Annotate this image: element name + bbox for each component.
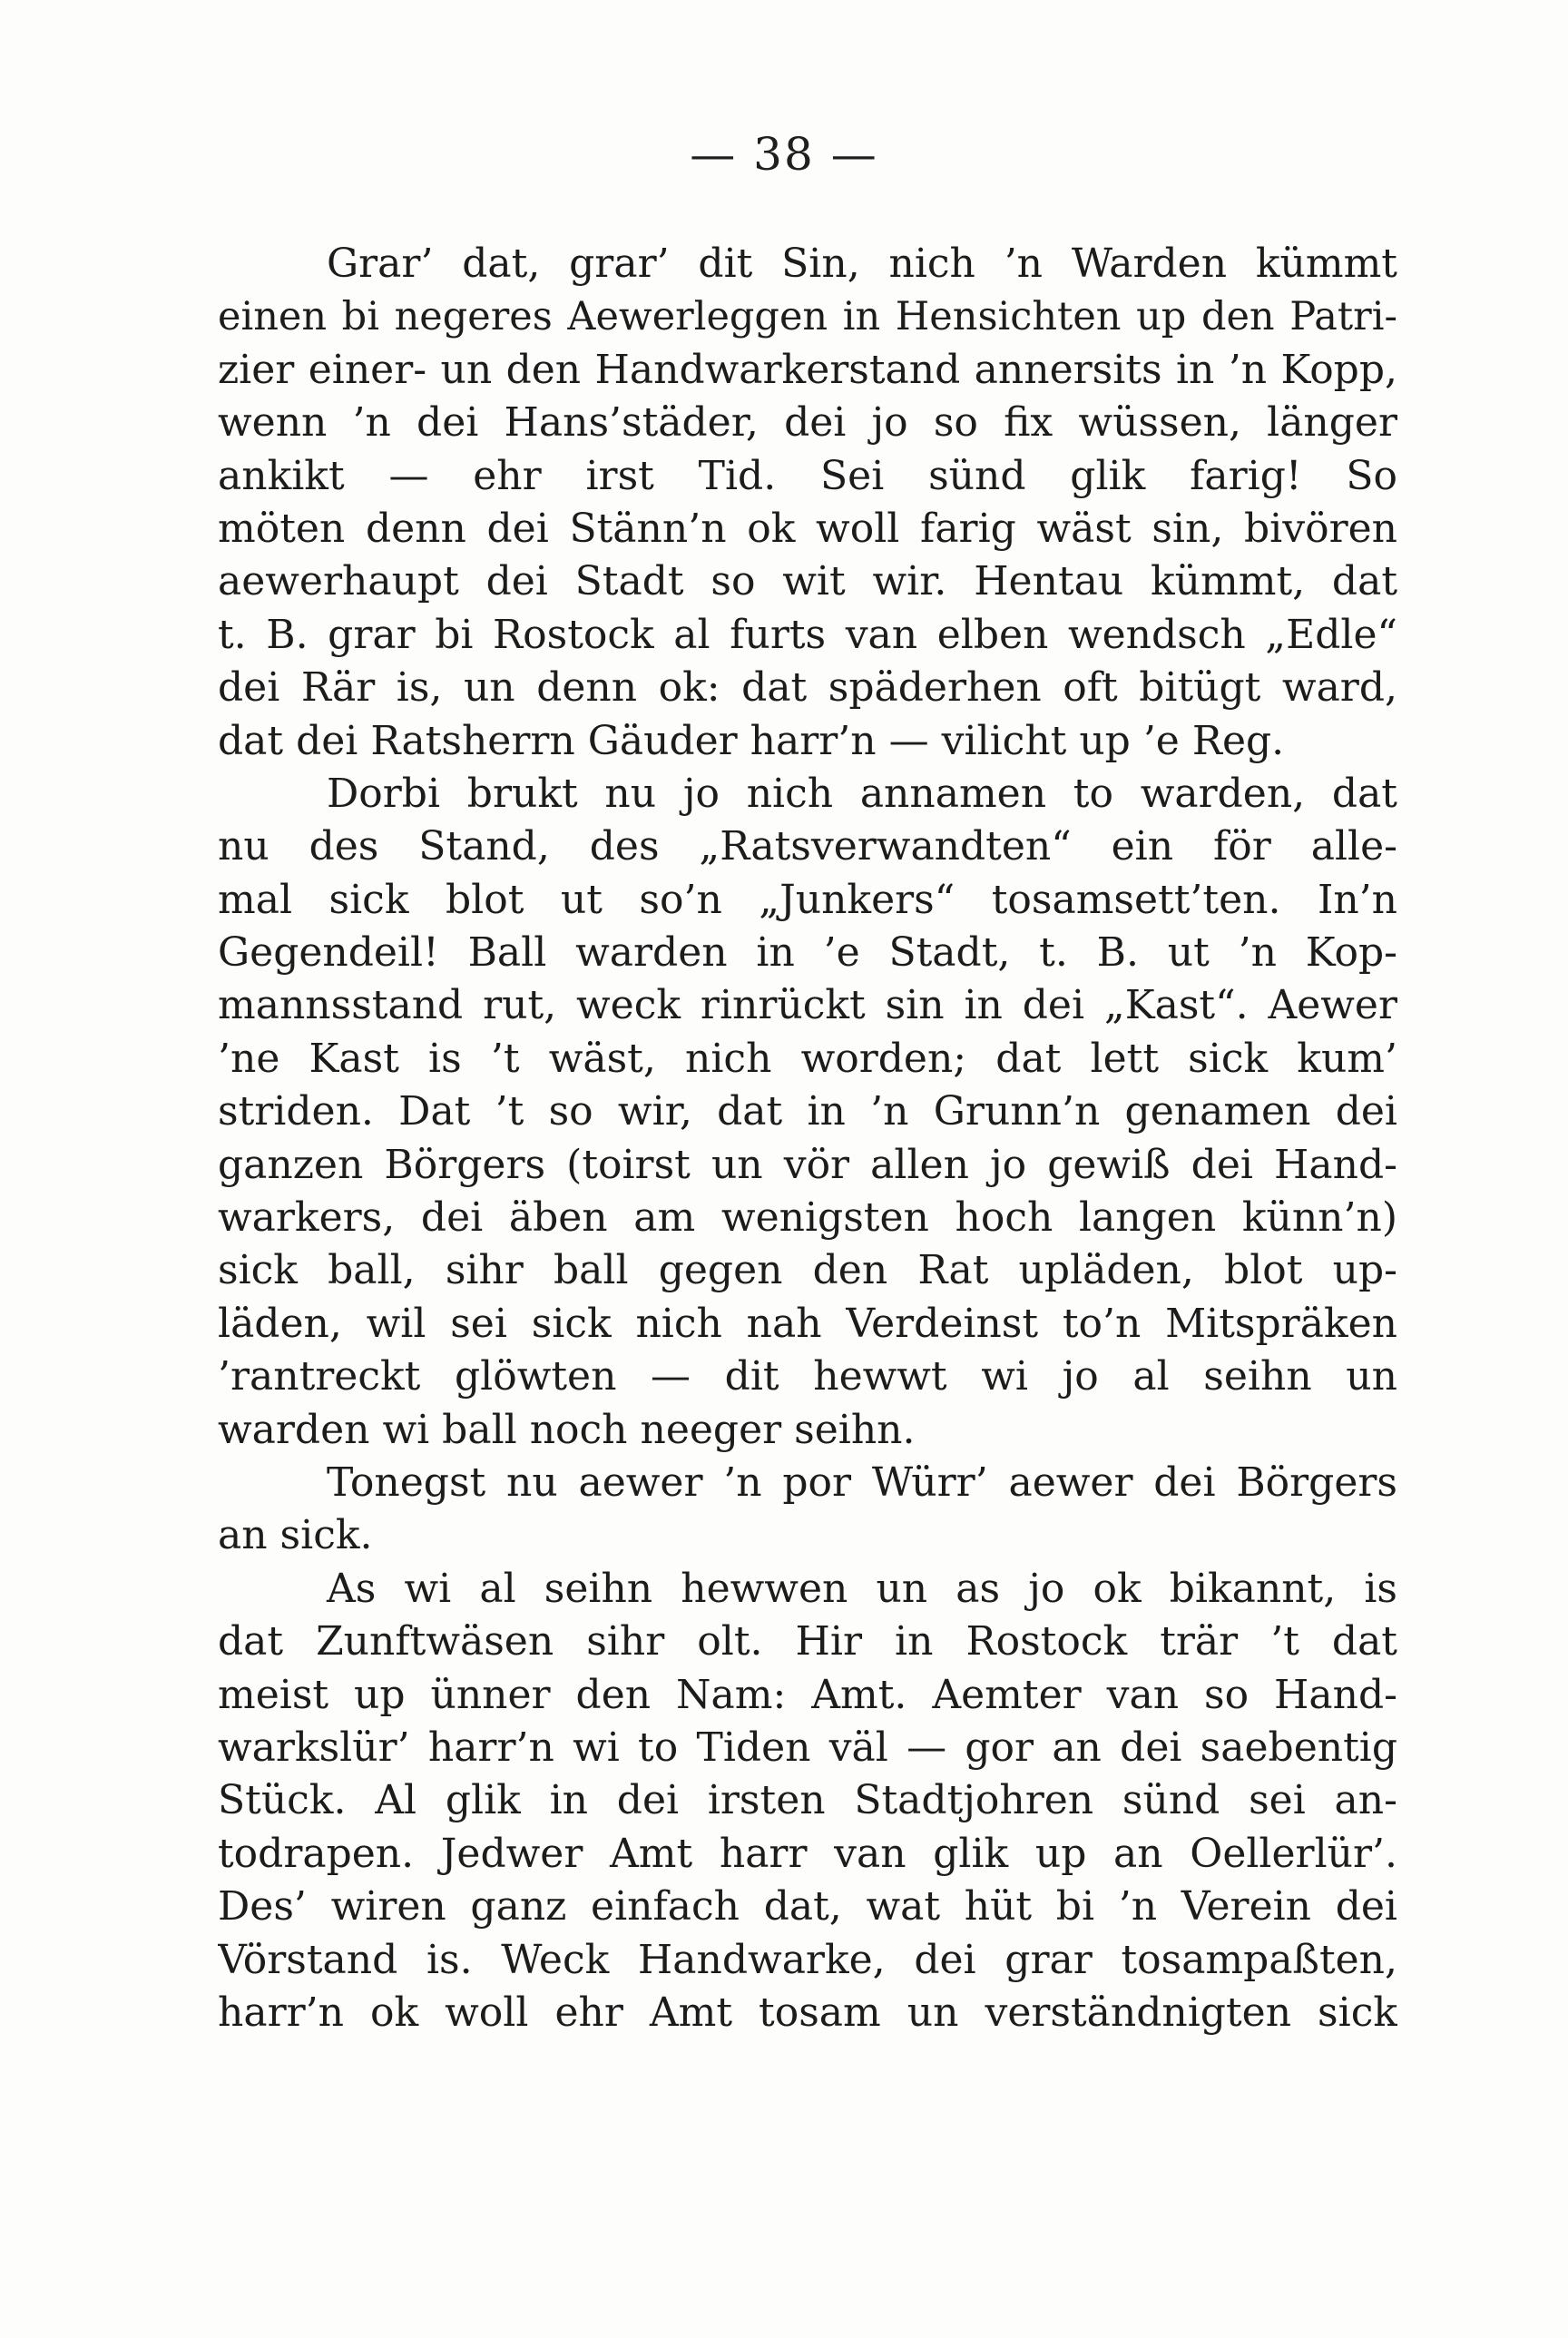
text-line: an sick. xyxy=(218,1512,373,1559)
text-line: dat dei Ratsherrn Gäuder harr’n — vilicht up ’e Reg. xyxy=(218,717,1285,764)
text-line: sick ball, sihr ball gegen den Rat upläden, blot up- xyxy=(218,1247,1397,1294)
text-line: As wi al seihn hewwen un as jo ok bikannt, is xyxy=(327,1565,1397,1612)
text-line: Grar’ dat, grar’ dit Sin, nich ’n Warden kümmt xyxy=(327,241,1397,287)
text-line: ganzen Börgers (toirst un vör allen jo gewiß dei Hand- xyxy=(218,1141,1397,1188)
text-line: warkers, dei äben am wenigsten hoch langen künn’n) xyxy=(218,1194,1397,1242)
text-line: einen bi negeres Aewerleggen in Hensichten up den Patri- xyxy=(218,294,1397,340)
text-line: wenn ’n dei Hans’städer, dei jo so fix wüssen, länger xyxy=(218,399,1397,447)
text-line: harr’n ok woll ehr Amt tosam un verständnigten sick xyxy=(218,1989,1397,2036)
text-line: striden. Dat ’t so wir, dat in ’n Grunn’n genamen dei xyxy=(218,1088,1397,1135)
text-line: warden wi ball noch neeger seihn. xyxy=(218,1406,916,1453)
text-line: Dorbi brukt nu jo nich annamen to warden, dat xyxy=(327,770,1397,817)
text-line: warkslür’ harr’n wi to Tiden väl — gor an dei saebentig xyxy=(218,1724,1397,1771)
text-line: Vörstand is. Weck Handwarke, dei grar tosampaßten, xyxy=(218,1936,1397,1983)
text-line: mal sick blot ut so’n „Junkers“ tosamsett’ten. In’n xyxy=(218,876,1397,923)
text-line: läden, wil sei sick nich nah Verdeinst to’n Mitspräken xyxy=(218,1300,1397,1347)
text-line: t. B. grar bi Rostock al furts van elben wendsch „Edle“ xyxy=(218,611,1397,658)
text-line: Des’ wiren ganz einfach dat, wat hüt bi ’n Verein dei xyxy=(218,1883,1397,1930)
text-line: mannsstand rut, weck rinrückt sin in dei „Kast“. Aewer xyxy=(218,982,1397,1029)
text-line: Stück. Al glik in dei irsten Stadtjohren sünd sei an- xyxy=(218,1777,1397,1824)
text-line: ’rantreckt glöwten — dit hewwt wi jo al seihn un xyxy=(218,1353,1397,1400)
body-text xyxy=(218,238,1397,2039)
text-line: meist up ünner den Nam: Amt. Aemter van so Hand- xyxy=(218,1671,1397,1718)
text-line: Tonegst nu aewer ’n por Würr’ aewer dei Börgers xyxy=(327,1459,1397,1506)
text-line: ankikt — ehr irst Tid. Sei sünd glik farig! So xyxy=(218,452,1397,499)
text-line: todrapen. Jedwer Amt harr van glik up an Oellerlür’. xyxy=(218,1830,1397,1877)
text-line: zier einer- un den Handwarkerstand annersits in ’n Kopp, xyxy=(218,346,1397,393)
text-line: nu des Stand, des „Ratsverwandten“ ein för alle- xyxy=(218,823,1397,870)
text-line: dei Rär is, un denn ok: dat späderhen oft bitügt ward, xyxy=(218,664,1397,712)
page-number: — 38 — xyxy=(690,128,878,181)
text-line: ’ne Kast is ’t wäst, nich worden; dat lett sick kum’ xyxy=(218,1035,1397,1082)
text-line: aewerhaupt dei Stadt so wit wir. Hentau kümmt, dat xyxy=(218,558,1397,605)
text-line: möten denn dei Stänn’n ok woll farig wäst sin, bivören xyxy=(218,505,1397,552)
text-line: Gegendeil! Ball warden in ’e Stadt, t. B. ut ’n Kop- xyxy=(218,929,1397,977)
text-line: dat Zunftwäsen sihr olt. Hir in Rostock trär ’t dat xyxy=(218,1618,1397,1665)
